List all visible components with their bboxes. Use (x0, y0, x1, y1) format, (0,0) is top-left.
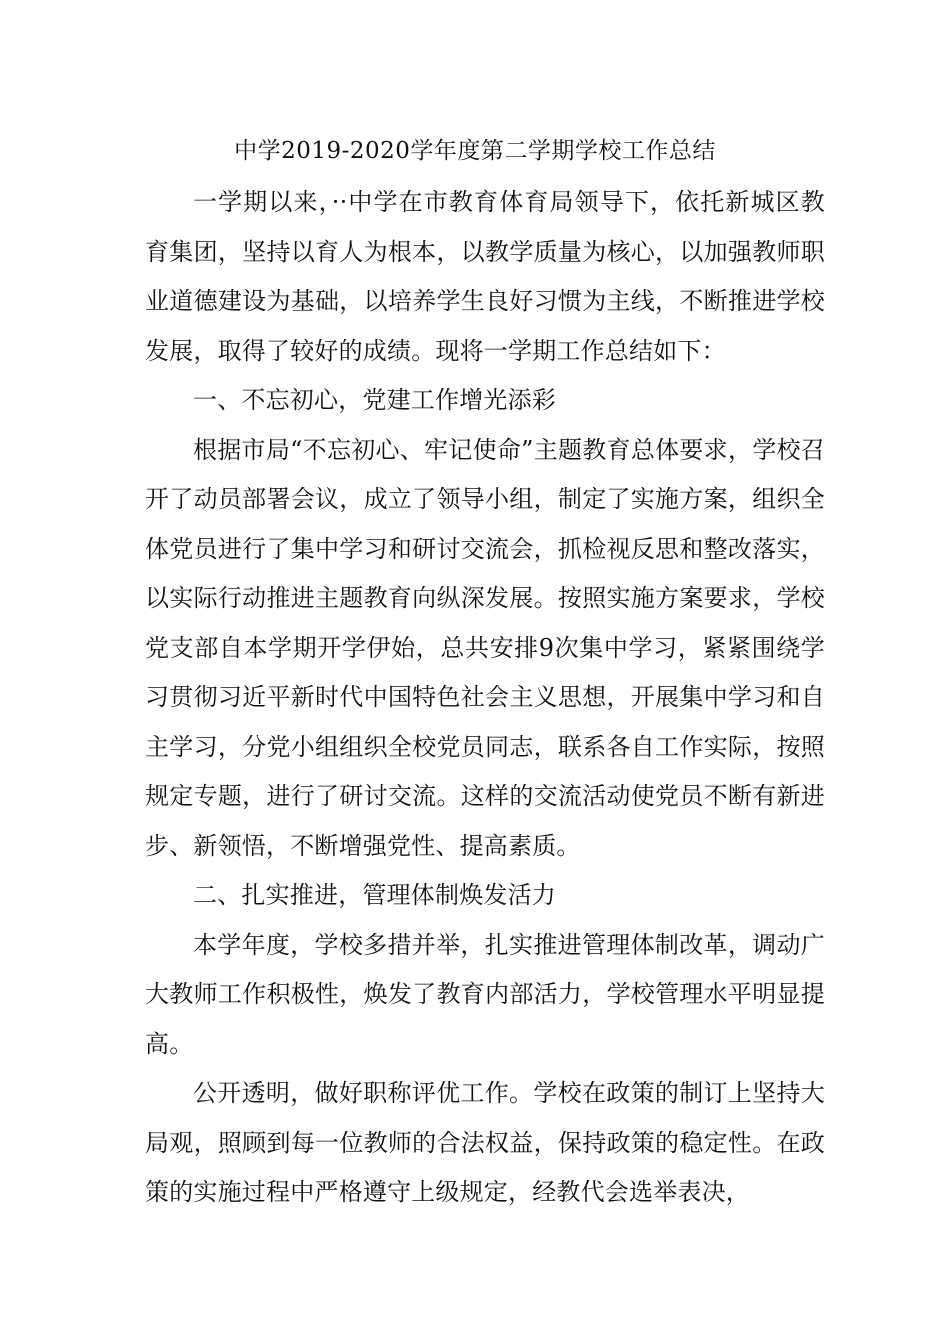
section-heading-party-building: 一、不忘初心，党建工作增光添彩 (193, 386, 556, 414)
document-body (145, 178, 825, 1218)
paragraph-intro: 一学期以来，··中学在市教育体育局领导下，依托新城区教育集团，坚持以育人为根本，以教学质量为核心，以加强教师职业道德建设为基础，以培养学生良好习惯为主线，不断推进学校发展，取得了较好的成绩。现将一学期工作总结如下： (145, 188, 825, 365)
document-title: 中学2019-2020学年度第二学期学校工作总结 (234, 138, 716, 164)
paragraph-management: 本学年度，学校多措并举，扎实推进管理体制改革，调动广大教师工作积极性，焕发了教育内部活力，学校管理水平明显提高。 (145, 930, 825, 1058)
paragraph-title-evaluation: 公开透明，做好职称评优工作。学校在政策的制订上坚持大局观，照顾到每一位教师的合法权益，保持政策的稳定性。在政策的实施过程中严格遵守上级规定，经教代会选举表决， (145, 1079, 825, 1206)
section-heading-management: 二、扎实推进，管理体制焕发活力 (193, 881, 556, 909)
paragraph-party-building: 根据市局“不忘初心、牢记使命”主题教育总体要求，学校召开了动员部署会议，成立了领导小组，制定了实施方案，组织全体党员进行了集中学习和研讨交流会，抓检视反思和整改落实，以实际行动推进主题教育向纵深发展。按照实施方案要求，学校党支部自本学期开学伊始，总共安排9次集中学习，紧紧围绕学习贯彻习近平新时代中国特色社会主义思想，开展集中学习和自主学习，分党小组组织全校党员同志，联系各自工作实际，按照规定专题，进行了研讨交流。这样的交流活动使党员不断有新进步、新领悟，不断增强党性、提高素质。 (145, 435, 825, 860)
